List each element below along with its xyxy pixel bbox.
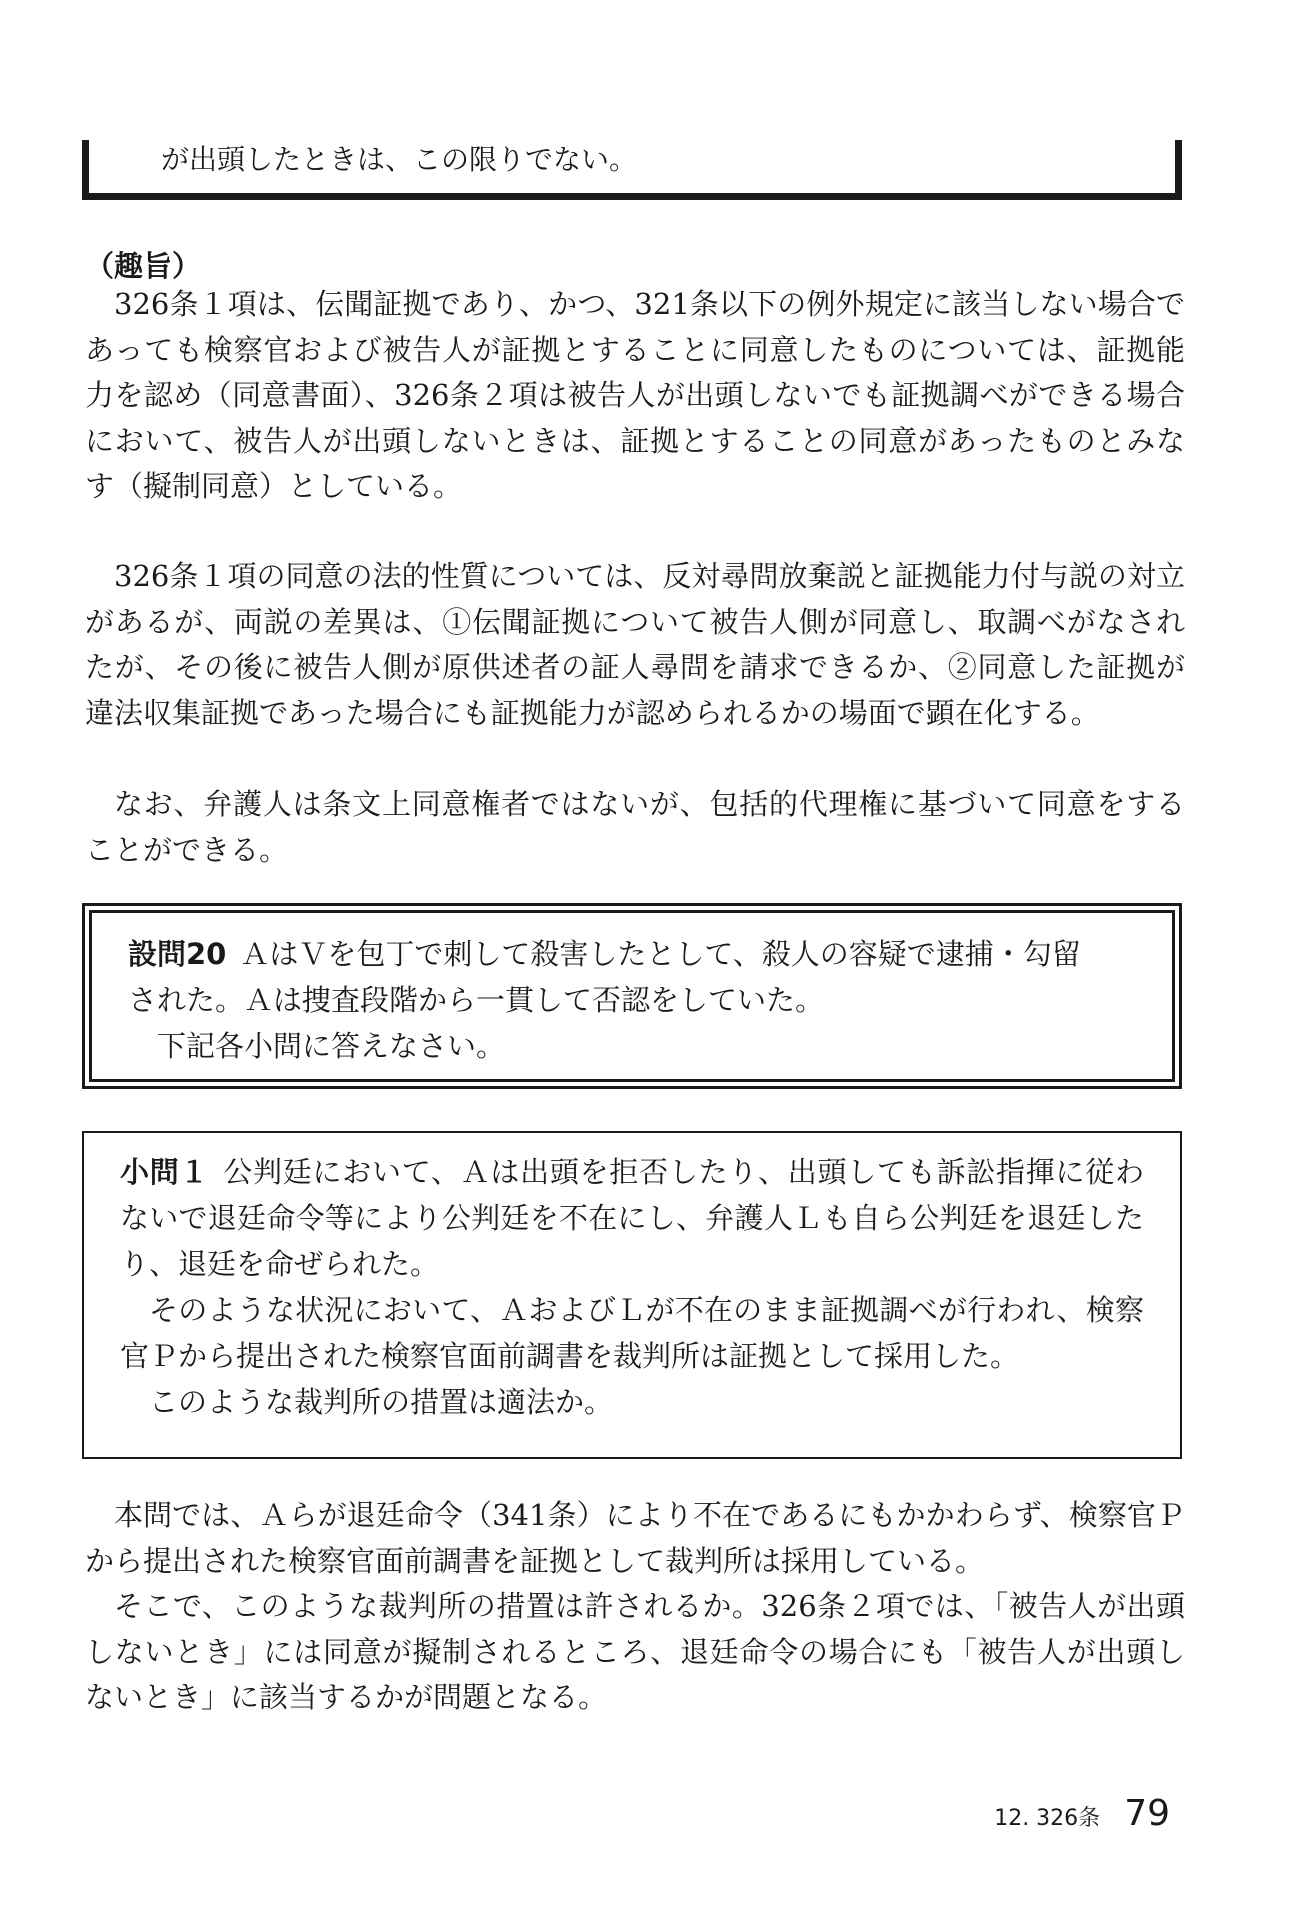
article-continuation-text: が出頭したときは、この限りでない。 bbox=[161, 143, 638, 176]
question-line-1 bbox=[128, 931, 1136, 977]
question-line-3: 下記各小問に答えなさい。 bbox=[157, 1029, 506, 1063]
subquestion-paragraph-1 bbox=[120, 1149, 1144, 1287]
purpose-paragraph-3: なお、弁護人は条文上同意権者ではないが、包括的代理権に基づいて同意をすることができる。 bbox=[85, 787, 1185, 867]
subquestion-box bbox=[82, 1131, 1182, 1459]
answer-paragraph-1: 本問では、Ａらが退廷命令（341条）により不在であるにもかかわらず、検察官Ｐから提出された検察官面前調書を証拠として裁判所は採用している。 bbox=[85, 1498, 1185, 1578]
subquestion-paragraph-2: そのような状況において、ＡおよびＬが不在のまま証拠調べが行われ、検察官Ｐから提出された検察官面前調書を裁判所は証拠として採用した。 bbox=[120, 1293, 1144, 1373]
article-continuation-box bbox=[82, 140, 1182, 200]
footer-section-title: 12. 326条 bbox=[994, 1806, 1101, 1831]
page-number: 79 bbox=[1124, 1793, 1170, 1834]
answer-paragraph-2: そこで、このような裁判所の措置は許されるか。326条２項では、「被告人が出頭しないとき」には同意が擬制されるところ、退廷命令の場合にも「被告人が出頭しないとき」に該当するかが問題となる。 bbox=[85, 1589, 1185, 1715]
question-label: 設問20 bbox=[128, 937, 227, 971]
question-box-inner bbox=[89, 910, 1175, 1082]
question-box bbox=[82, 903, 1182, 1089]
question-line-2: された。Ａは捜査段階から一貫して否認をしていた。 bbox=[128, 983, 825, 1017]
subquestion-text-1: 公判廷において、Ａは出頭を拒否したり、出頭しても訴訟指揮に従わないで退廷命令等により公判廷を不在にし、弁護人Ｌも自ら公判廷を退廷したり、退廷を命ぜられた。 bbox=[120, 1155, 1144, 1281]
subquestion-label: 小問１ bbox=[120, 1155, 210, 1189]
question-text-1: ＡはＶを包丁で刺して殺害したとして、殺人の容疑で逮捕・勾留 bbox=[240, 937, 1081, 971]
page-footer bbox=[994, 1793, 1170, 1834]
section-heading: （趣旨） bbox=[85, 249, 202, 283]
subquestion-paragraph-3: このような裁判所の措置は適法か。 bbox=[149, 1385, 614, 1419]
purpose-paragraph-2: 326条１項の同意の法的性質については、反対尋問放棄説と証拠能力付与説の対立があるが、両説の差異は、①伝聞証拠について被告人側が同意し、取調べがなされたが、その後に被告人側が原供述者の証人尋問を請求できるか、②同意した証拠が違法収集証拠であった場合にも証拠能力が認められるかの場面で顕在化する。 bbox=[85, 559, 1185, 730]
purpose-paragraph-1: 326条１項は、伝聞証拠であり、かつ、321条以下の例外規定に該当しない場合であっても検察官および被告人が証拠とすることに同意したものについては、証拠能力を認め（同意書面）、326条２項は被告人が出頭しないでも証拠調べができる場合において、被告人が出頭しないときは、証拠とすることの同意があったものとみなす（擬制同意）としている。 bbox=[85, 287, 1185, 504]
